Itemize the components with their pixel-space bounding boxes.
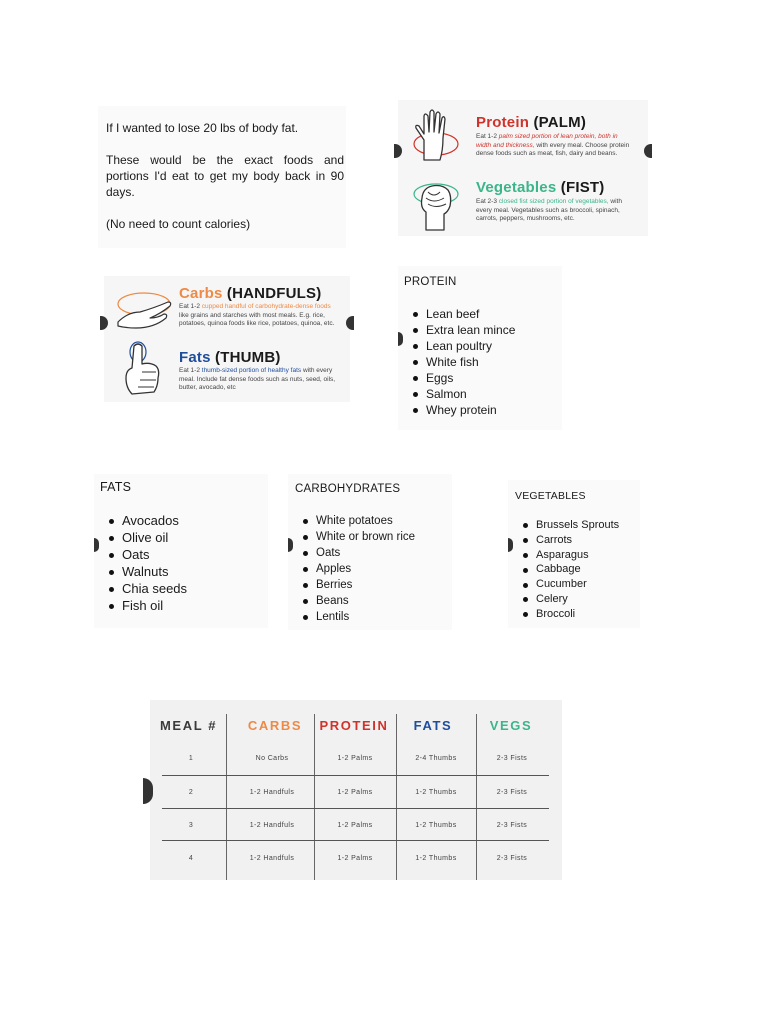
meal-portion-table (150, 700, 562, 880)
table-cell: 1-2 Thumbs (415, 822, 457, 829)
carbs-desc-highlight: cupped handful of carbohydrate-dense foods (201, 303, 331, 310)
list-item: Celery (520, 592, 619, 607)
list-item: White potatoes (300, 513, 415, 529)
list-item: Oats (106, 546, 187, 563)
fats-guide-desc (179, 367, 339, 393)
intro-line-3: (No need to count calories) (106, 217, 251, 231)
page-nub (143, 778, 153, 804)
carbs-guide-desc (179, 303, 339, 329)
open-palm-icon (410, 106, 462, 164)
protein-desc-pre: Eat 1-2 (476, 133, 499, 140)
carbs-desc-pre: Eat 1-2 (179, 303, 202, 310)
list-item: Whey protein (410, 402, 515, 418)
column-divider (226, 714, 227, 880)
protein-desc-post: with every meal. Choose protein dense foods such as meat, fish, dairy and beans. (476, 141, 630, 157)
row-divider (162, 840, 549, 841)
list-item: Eggs (410, 370, 515, 386)
closed-fist-icon (410, 176, 462, 232)
vegetables-guide-unit: (FIST) (560, 179, 605, 196)
table-cell: 1-2 Handfuls (249, 855, 295, 862)
vegetables-desc-post: with every meal. Vegetables such as broccoli, spinach, carrots, peppers, mushrooms, etc. (476, 198, 622, 222)
fats-list-card (94, 474, 268, 628)
list-item: Apples (300, 561, 415, 577)
list-item: Avocados (106, 512, 187, 529)
list-item: Beans (300, 593, 415, 609)
carbohydrates-food-list (300, 513, 415, 625)
vegetables-guide-desc (476, 198, 631, 224)
cupped-hand-icon (114, 282, 176, 332)
list-item: Brussels Sprouts (520, 518, 619, 533)
list-item: White fish (410, 354, 515, 370)
table-cell: No Carbs (255, 755, 289, 762)
table-cell: 3 (188, 822, 194, 829)
row-divider (162, 775, 549, 776)
list-item: Lean beef (410, 306, 515, 322)
fats-list-title: FATS (100, 480, 132, 494)
protein-guide-title (476, 114, 586, 131)
fats-guide-label: Fats (179, 349, 211, 366)
fats-desc-highlight: thumb-sized portion of healthy fats (201, 367, 302, 374)
table-cell: 2-3 Fists (496, 755, 528, 762)
carbs-desc-post: like grains and starches with most meals. E.g. rice, potatoes, quinoa foods like rice, potatoes, quinoa, etc. (179, 311, 335, 327)
list-item: Olive oil (106, 529, 187, 546)
page-nub (100, 316, 108, 330)
list-item: Oats (300, 545, 415, 561)
list-item: Extra lean mince (410, 322, 515, 338)
list-item: Carrots (520, 533, 619, 548)
header-vegs: VEGS (489, 718, 533, 733)
list-item: Fish oil (106, 597, 187, 614)
list-item: Salmon (410, 386, 515, 402)
table-cell: 1-2 Palms (337, 855, 373, 862)
vegetables-food-list (520, 518, 619, 622)
table-cell: 1-2 Palms (337, 789, 373, 796)
vegetables-desc-highlight: closed fist sized portion of vegetables, (498, 198, 609, 205)
intro-card (98, 106, 346, 248)
table-cell: 1-2 Palms (337, 822, 373, 829)
list-item: Chia seeds (106, 580, 187, 597)
table-cell: 1 (188, 755, 194, 762)
table-cell: 2 (188, 789, 194, 796)
list-item: Asparagus (520, 548, 619, 563)
intro-line-2: These would be the exact foods and portions I'd eat to get my body back in 90 days. (106, 153, 344, 199)
fats-desc-post: with every meal. Include fat dense foods such as nuts, seed, oils, butter, avocado, etc (179, 367, 336, 391)
fats-guide-title (179, 349, 281, 366)
row-divider (162, 808, 549, 809)
protein-desc-highlight: palm sized portion of lean protein, both in width and thickness, (476, 133, 618, 149)
table-cell: 1-2 Thumbs (415, 855, 457, 862)
vegetables-desc-pre: Eat 2-3 (476, 198, 499, 205)
list-item: Lean poultry (410, 338, 515, 354)
fats-guide-unit: (THUMB) (215, 349, 281, 366)
table-cell: 2-3 Fists (496, 822, 528, 829)
page-nub (508, 538, 513, 552)
table-cell: 1-2 Handfuls (249, 789, 295, 796)
protein-guide-desc (476, 133, 631, 159)
page-nub (346, 316, 354, 330)
list-item: Cabbage (520, 562, 619, 577)
page-nub (394, 144, 402, 158)
carbs-fats-guide (104, 276, 350, 402)
header-meal-number: MEAL # (160, 718, 218, 733)
list-item: Broccoli (520, 607, 619, 622)
carbs-guide-title (179, 285, 321, 302)
vegetables-guide-label: Vegetables (476, 179, 557, 196)
header-fats: FATS (413, 718, 453, 733)
thumbs-up-icon (118, 340, 168, 402)
page-nub (288, 538, 293, 552)
carbs-guide-unit: (HANDFULS) (226, 285, 322, 302)
table-cell: 4 (188, 855, 194, 862)
table-cell: 1-2 Thumbs (415, 789, 457, 796)
list-item: Cucumber (520, 577, 619, 592)
carbohydrates-list-card (288, 474, 452, 630)
protein-guide-unit: (PALM) (533, 114, 587, 131)
header-protein: PROTEIN (319, 718, 389, 733)
fats-desc-pre: Eat 1-2 (179, 367, 202, 374)
page-nub (398, 332, 403, 346)
table-cell: 2-3 Fists (496, 789, 528, 796)
vegetables-list-title: VEGETABLES (515, 490, 586, 502)
vegetables-guide-title (476, 179, 604, 196)
list-item: Berries (300, 577, 415, 593)
table-cell: 1-2 Palms (337, 755, 373, 762)
table-cell: 2-4 Thumbs (415, 755, 457, 762)
intro-line-1: If I wanted to lose 20 lbs of body fat. (106, 121, 299, 135)
header-carbs: CARBS (247, 718, 303, 733)
page-nub (644, 144, 652, 158)
list-item: Walnuts (106, 563, 187, 580)
table-cell: 2-3 Fists (496, 855, 528, 862)
carbs-guide-label: Carbs (179, 285, 223, 302)
protein-food-list (410, 306, 515, 418)
protein-vegetables-guide (398, 100, 648, 236)
carbohydrates-list-title: CARBOHYDRATES (295, 483, 401, 495)
list-item: Lentils (300, 609, 415, 625)
protein-list-card (398, 266, 562, 430)
protein-list-title: PROTEIN (404, 276, 457, 288)
list-item: White or brown rice (300, 529, 415, 545)
table-cell: 1-2 Handfuls (249, 822, 295, 829)
protein-guide-label: Protein (476, 114, 530, 131)
vegetables-list-card (508, 480, 640, 628)
fats-food-list (106, 512, 187, 614)
page-nub (94, 538, 99, 552)
